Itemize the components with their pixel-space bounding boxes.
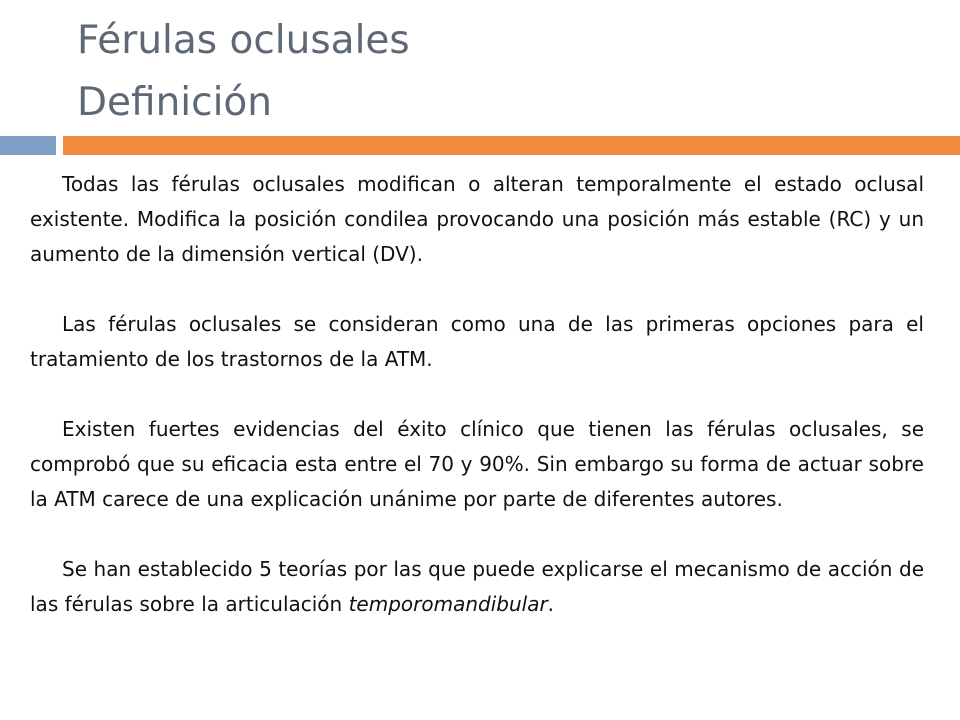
paragraph: Todas las férulas oclusales modifican o alteran temporalmente el estado oclusal existente. Modifica la posición condilea provocando una posición más estable (RC) y un aumento de la dimensión vertical (DV). bbox=[30, 172, 924, 266]
slide-title bbox=[77, 10, 410, 134]
accent-bar-orange bbox=[63, 136, 960, 155]
paragraph-last bbox=[30, 552, 924, 622]
emphasis-term: temporomandibular bbox=[348, 592, 548, 616]
paragraph: Las férulas oclusales se consideran como una de las primeras opciones para el tratamiento de los trastornos de la ATM. bbox=[30, 312, 924, 371]
accent-bar-blue bbox=[0, 136, 56, 155]
paragraph-last-text: Se han establecido 5 teorías por las que puede explicarse el mecanismo de acción de las férulas sobre la articulación bbox=[30, 557, 924, 616]
body-text bbox=[30, 167, 924, 622]
paragraph-last-end: . bbox=[547, 592, 555, 616]
title-line-2: Definición bbox=[77, 80, 272, 125]
title-line-1: Férulas oclusales bbox=[77, 18, 410, 63]
paragraph: Existen fuertes evidencias del éxito clínico que tienen las férulas oclusales, se comprobó que su eficacia esta entre el 70 y 90%. Sin embargo su forma de actuar sobre la ATM carece de una explicación unánime por parte de diferentes autores. bbox=[30, 417, 924, 511]
